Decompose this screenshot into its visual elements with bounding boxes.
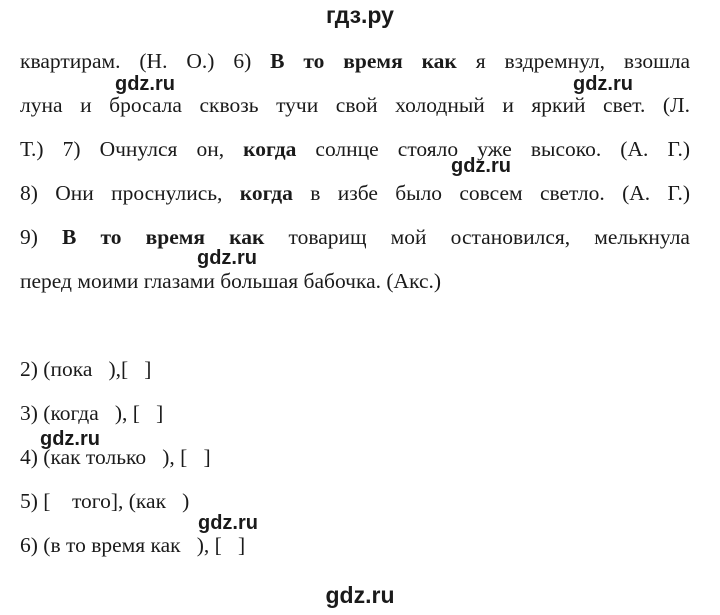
text-line-1: квартирам. (Н. О.) 6) В то время как я вздремнул, взошла bbox=[20, 49, 690, 73]
text-line-3: Т.) 7) Очнулся он, когда солнце стояло уже высоко. (А. Г.) bbox=[20, 137, 690, 161]
watermark-inline-4: gdz.ru bbox=[197, 247, 257, 269]
text-line-2: луна и бросала сквозь тучи свой холодный и яркий свет. (Л. bbox=[20, 93, 690, 117]
watermark-inline-3: gdz.ru bbox=[451, 155, 511, 177]
scheme-6: 6) (в то время как ), [ ] bbox=[20, 533, 246, 557]
scheme-2: 2) (пока ),[ ] bbox=[20, 357, 152, 381]
scheme-5: 5) [ того], (как ) bbox=[20, 489, 190, 513]
watermark-inline-1: gdz.ru bbox=[115, 73, 175, 95]
scheme-3: 3) (когда ), [ ] bbox=[20, 401, 164, 425]
header-watermark: гдз.ру bbox=[326, 2, 394, 28]
text-line-5: 9) В то время как товарищ мой остановился, мелькнула bbox=[20, 225, 690, 249]
watermark-inline-5: gdz.ru bbox=[40, 428, 100, 450]
footer-watermark: gdz.ru bbox=[325, 582, 395, 608]
watermark-inline-2: gdz.ru bbox=[573, 73, 633, 95]
scheme-4: 4) (как только ), [ ] bbox=[20, 445, 211, 469]
text-line-4: 8) Они проснулись, когда в избе было совсем светло. (А. Г.) bbox=[20, 181, 690, 205]
text-line-6: перед моими глазами большая бабочка. (Акс.) bbox=[20, 269, 442, 293]
watermark-inline-6: gdz.ru bbox=[198, 512, 258, 534]
